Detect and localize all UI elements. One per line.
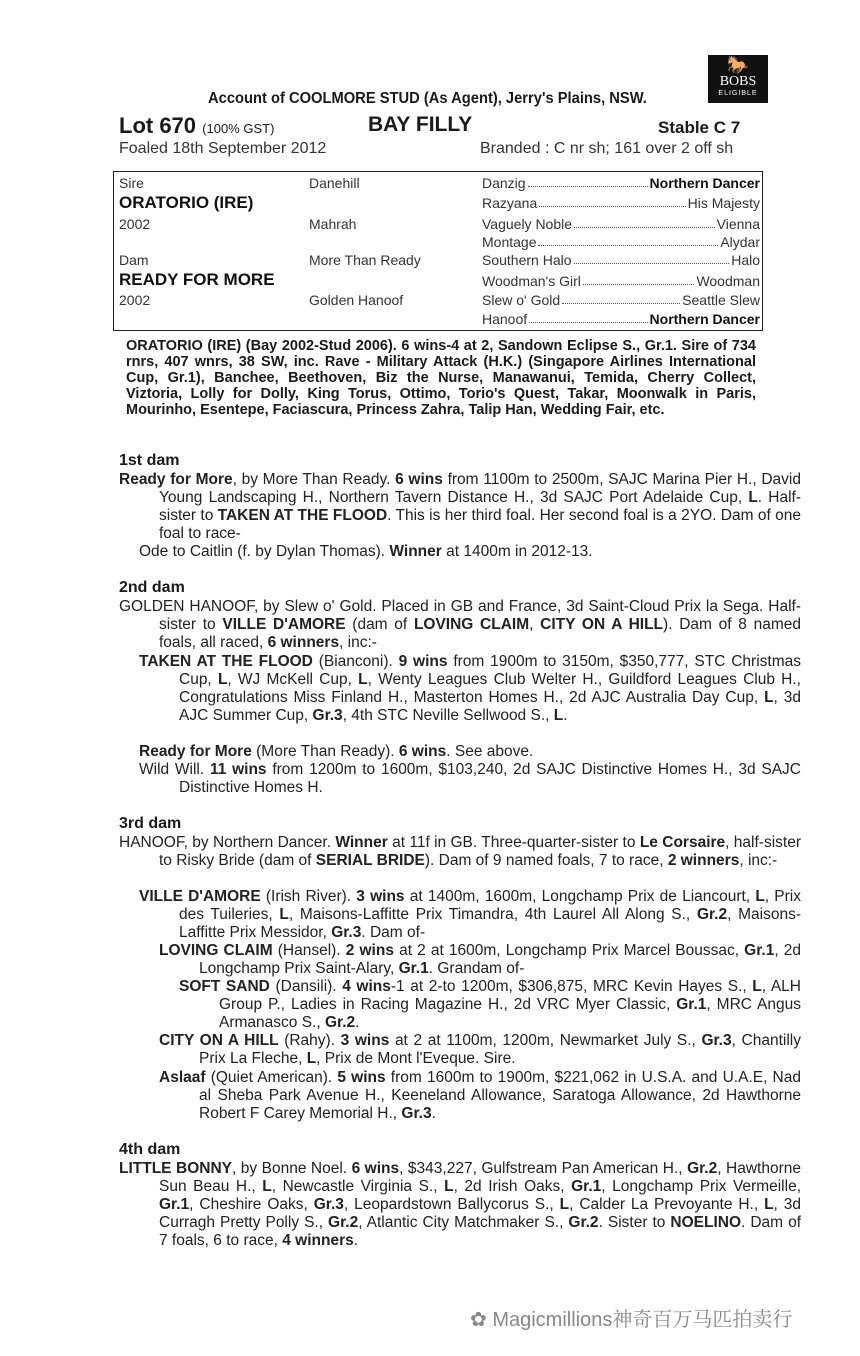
sire-summary: ORATORIO (IRE) (Bay 2002-Stud 2006). 6 wins-4 at 2, Sandown Eclipse S., Gr.1. Sire of 734 rnrs, 407 wnrs, 38 SW, inc. Rave - Military Attack (H.K.) (Singapore Airlines International Cup, Gr.1), Banchee, Beethoven, Biz the Nurse, Manawanui, Temida, Cherry Collect, Viztoria, Lolly for Dolly, King Torus, Ottimo, Torio's Quest, Takar, Moonwalk in Paris, Mourinho, Esentepe, Faciascura, Princess Zahra, Talip Han, Wedding Fair, etc. bbox=[126, 338, 756, 418]
ville-damore-entry: VILLE D'AMORE (Irish River). 3 wins at 1400m, 1600m, Longchamp Prix de Liancourt, L, Prix des Tuileries, L, Maisons-Laffitte Prix Timandra, 4th Laurel All Along S., Gr.2, Maisons-Laffitte Prix Messidor, Gr.3. Dam of- bbox=[139, 888, 801, 941]
logo-subtext: ELIGIBLE bbox=[718, 90, 758, 97]
fourth-dam-para: LITTLE BONNY, by Bonne Noel. 6 wins, $343,227, Gulfstream Pan American H., Gr.2, Hawthorne Sun Beau H., L, Newcastle Virginia S., L, 2d Irish Oaks, Gr.1, Longchamp Prix Vermeille, Gr.1, Cheshire Oaks, Gr.3, Leopardstown Ballycorus S., L, Calder La Prevoyante H., L, 3d Curragh Pretty Polly S., Gr.2, Atlantic City Matchmaker S., Gr.2. Sister to NOELINO. Dam of 7 foals, 6 to race, 4 winners. bbox=[119, 1160, 802, 1249]
granddam-2: Golden Hanoof bbox=[309, 292, 404, 308]
bird-icon: 🐎 bbox=[726, 55, 750, 75]
ready-for-more-entry: Ready for More (More Than Ready). 6 wins. See above. bbox=[139, 743, 534, 760]
wechat-icon: ✿ bbox=[470, 1309, 487, 1331]
foaled-date: Foaled 18th September 2012 bbox=[119, 140, 327, 157]
horse-description: BAY FILLY bbox=[368, 113, 473, 136]
g3-row: Montage Alydar bbox=[482, 234, 760, 250]
section-heading: 2nd dam bbox=[119, 579, 185, 596]
section-heading: 1st dam bbox=[119, 452, 180, 469]
g3-row: Danzig Northern Dancer bbox=[482, 175, 760, 191]
gst-note: (100% GST) bbox=[202, 121, 275, 136]
sire-name: ORATORIO (IRE) bbox=[119, 193, 254, 212]
first-dam-para: Ready for More, by More Than Ready. 6 wins from 1100m to 2500m, SAJC Marina Pier H., David Young Landscaping H., Northern Tavern Distance H., 3d SAJC Port Adelaide Cup, L. Half-sister to TAKEN AT THE FLOOD. This is her third foal. Her second foal is a 2YO. Dam of one foal to race- bbox=[119, 471, 801, 542]
granddam-1: Mahrah bbox=[309, 216, 357, 232]
soft-sand-entry: SOFT SAND (Dansili). 4 wins-1 at 2-to 1200m, $306,875, MRC Kevin Hayes S., L, ALH Group P., Ladies in Racing Magazine H., 2d VRC Myer Classic, Gr.1, MRC Angus Armanasco S., Gr.2. bbox=[179, 978, 802, 1031]
g3-row: Slew o' Gold Seattle Slew bbox=[482, 292, 760, 308]
dam-name: READY FOR MORE bbox=[119, 270, 275, 289]
watermark: ✿ Magicmillions神奇百万马匹拍卖行 bbox=[470, 1309, 793, 1331]
stable-location: Stable C 7 bbox=[658, 118, 741, 137]
dam-label: Dam bbox=[119, 252, 149, 268]
city-on-a-hill-entry: CITY ON A HILL (Rahy). 3 wins at 2 at 1100m, 1200m, Newmarket July S., Gr.3, Chantilly Prix La Fleche, L, Prix de Mont l'Eveque. Sire. bbox=[159, 1032, 801, 1067]
g3-row: Southern Halo Halo bbox=[482, 252, 760, 268]
section-heading: 4th dam bbox=[119, 1141, 181, 1158]
grandsire-1: Danehill bbox=[309, 175, 360, 191]
g3-row: Woodman's Girl Woodman bbox=[482, 273, 760, 289]
logo-text: BOBS bbox=[719, 74, 757, 89]
grandsire-2: More Than Ready bbox=[309, 252, 421, 268]
lot-number: Lot 670 (100% GST) bbox=[119, 113, 275, 138]
dam-year: 2002 bbox=[119, 292, 151, 308]
g3-row: Hanoof Northern Dancer bbox=[482, 311, 760, 327]
aslaaf-entry: Aslaaf (Quiet American). 5 wins from 1600m to 1900m, $221,062 in U.S.A. and U.A.E, Nad al Sheba Park Avenue H., Keeneland Allowance, Saratoga Allowance, 2d Hawthorne Robert F Carey Memorial H., Gr.3. bbox=[159, 1069, 801, 1122]
section-heading: 3rd dam bbox=[119, 815, 182, 832]
sire-label: Sire bbox=[119, 175, 144, 191]
loving-claim-entry: LOVING CLAIM (Hansel). 2 wins at 2 at 1600m, Longchamp Prix Marcel Boussac, Gr.1, 2d Longchamp Prix Saint-Alary, Gr.1. Grandam of- bbox=[159, 942, 801, 977]
first-dam-foal: Ode to Caitlin (f. by Dylan Thomas). Winner at 1400m in 2012-13. bbox=[139, 543, 593, 560]
pedigree-table bbox=[113, 171, 763, 331]
brand-info: Branded : C nr sh; 161 over 2 off sh bbox=[480, 140, 734, 157]
taken-at-the-flood-entry: TAKEN AT THE FLOOD (Bianconi). 9 wins from 1900m to 3150m, $350,777, STC Christmas Cup, L, WJ McKell Cup, L, Wenty Leagues Club Welter H., Guildford Leagues Club H., Congratulations Miss Finland H., Masterton Homes H., 2d AJC Australia Day Cup, L, 3d AJC Summer Cup, Gr.3, 4th STC Neville Sellwood S., L. bbox=[139, 653, 801, 724]
g3-row: Razyana His Majesty bbox=[482, 195, 760, 211]
wild-will-entry: Wild Will. 11 wins from 1200m to 1600m, $103,240, 2d SAJC Distinctive Homes H., 3d SAJC Distinctive Homes H. bbox=[139, 761, 801, 796]
consignor-line: Account of COOLMORE STUD (As Agent), Jerry's Plains, NSW. bbox=[208, 90, 647, 107]
bobs-logo bbox=[708, 55, 768, 103]
second-dam-para: GOLDEN HANOOF, by Slew o' Gold. Placed in GB and France, 3d Saint-Cloud Prix la Sega. Half-sister to VILLE D'AMORE (dam of LOVING CLAIM, CITY ON A HILL). Dam of 8 named foals, all raced, 6 winners, inc:- bbox=[119, 598, 801, 651]
sire-year: 2002 bbox=[119, 216, 151, 232]
g3-row: Vaguely Noble Vienna bbox=[482, 216, 760, 232]
third-dam-para: HANOOF, by Northern Dancer. Winner at 11f in GB. Three-quarter-sister to Le Corsaire, half-sister to Risky Bride (dam of SERIAL BRIDE). Dam of 9 named foals, 7 to race, 2 winners, inc:- bbox=[119, 834, 801, 869]
